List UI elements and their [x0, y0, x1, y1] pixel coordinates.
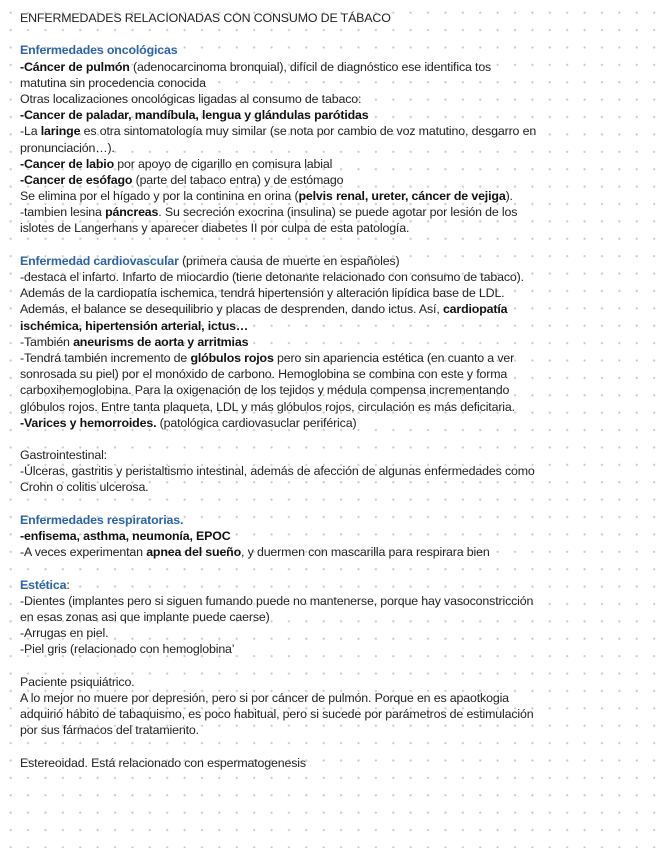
text-line: -La laringe es otra sintomatología muy similar (se nota por cambio de voz matutino, desgarro en [20, 124, 537, 139]
text-line: -Arrugas en piel. [20, 626, 109, 641]
text-line: -Tendrá también incremento de glóbulos rojos pero sin apariencia estética (en cuanto a ver [20, 350, 515, 365]
text-line: sonrosada su piel) por el monóxido de carbono. Hemoglobina se combina con este y forma [20, 367, 508, 382]
spacer [20, 560, 640, 576]
section-heading-respiratorias: Enfermedades respiratorias. [20, 512, 184, 527]
spacer [20, 237, 640, 253]
text-line: islotes de Langerhans y aparecer diabetes II por culpa de esta patología. [20, 221, 410, 236]
spacer [20, 496, 640, 512]
text-line: -Cancer de esófago (parte del tabaco entra) y de estómago [20, 172, 344, 187]
text-line: Además, el balance se desequilibrio y placas de desprenden, dando ictus. Así, cardiopatía [20, 302, 508, 317]
text-line: Otras localizaciones oncológicas ligadas al consumo de tabaco: [20, 91, 362, 106]
section-heading-cardiovascular: Enfermedad cardiovascular (primera causa de muerte en españoles) [20, 253, 400, 268]
section-heading-oncologicas: Enfermedades oncológicas [20, 43, 178, 58]
text-line: pronunciación…). [20, 140, 115, 155]
spacer [20, 26, 640, 42]
text-line: -Cancer de paladar, mandíbula, lengua y glándulas parótidas [20, 108, 369, 123]
text-line: en esas zonas asi que implante puede caerse) [20, 609, 270, 624]
text-line: matutina sin procedencia conocida [20, 75, 206, 90]
text-line: Se elimina por el hígado y por la continina en orina (pelvis renal, ureter, cáncer de vejiga). [20, 189, 513, 204]
text-line: -Cáncer de pulmón (adenocarcinoma bronquial), difícil de diagnóstico ese identifica tos [20, 59, 492, 74]
text-line: -También aneurisms de aorta y arritmias [20, 334, 249, 349]
text-line: adquirió hábito de tabaquismo, es poco habitual, pero si sucede por parámetros de estimulación [20, 707, 534, 722]
text-line: Además de la cardiopatía ischemica, tendrá hipertensión y alteración lipídica base de LDL. [20, 286, 505, 301]
text-line: -tambien lesina páncreas. Su secreción exocrina (insulina) se puede agotar por lesión de los [20, 205, 518, 220]
text-line: ischémica, hipertensión arterial, ictus… [20, 318, 249, 333]
text-line: -Piel gris (relacionado con hemoglobina’ [20, 642, 235, 657]
text-line: A lo mejor no muere por depresión, pero si por cáncer de pulmón. Porque en es apaotkogia [20, 690, 509, 705]
text-line: Crohn o colitis ulcerosa. [20, 480, 149, 495]
section-heading-psiquiatrico: Paciente psiquiátrico. [20, 674, 135, 689]
text-line: glóbulos rojos. Entre tanta plaqueta, LDL y más glóbulos rojos, circulación es más deficitaria. [20, 399, 515, 414]
spacer [20, 738, 640, 754]
section-heading-estetica: Estética: [20, 577, 70, 592]
text-line: -Úlceras, gastritis y peristaltismo intestinal, además de afección de algunas enfermedades como [20, 464, 535, 479]
document-title: ENFERMEDADES RELACIONADAS CON CONSUMO DE TÁBACO [20, 11, 391, 25]
text-line: -A veces experimentan apnea del sueño, y duermen con mascarilla para respirara bien [20, 545, 490, 560]
spacer [20, 431, 640, 447]
note-page [20, 10, 640, 771]
text-line: -Dientes (implantes pero si siguen fumando puede no mantenerse, porque hay vasoconstricción [20, 593, 534, 608]
spacer [20, 658, 640, 674]
text-line: -enfisema, asthma, neumonía, EPOC [20, 529, 231, 543]
text-line: -destaca el infarto. Infarto de miocardio (tiene detonante relacionado con consumo de tabaco). [20, 270, 524, 284]
text-line: Estereoidad. Está relacionado con espermatogenesis [20, 755, 306, 770]
text-line: -Cancer de labio por apoyo de cigarillo en comisura labial [20, 156, 333, 171]
text-line: carboxihemoglobina. Para la oxigenación de los tejidos y médula compensa incrementando [20, 383, 510, 398]
text-line: por sus fármacos del tratamiento. [20, 723, 199, 738]
section-heading-gastrointestinal: Gastrointestinal: [20, 448, 107, 463]
text-line: -Varices y hemorroides. (patológica cardiovasuclar periférica) [20, 415, 357, 430]
